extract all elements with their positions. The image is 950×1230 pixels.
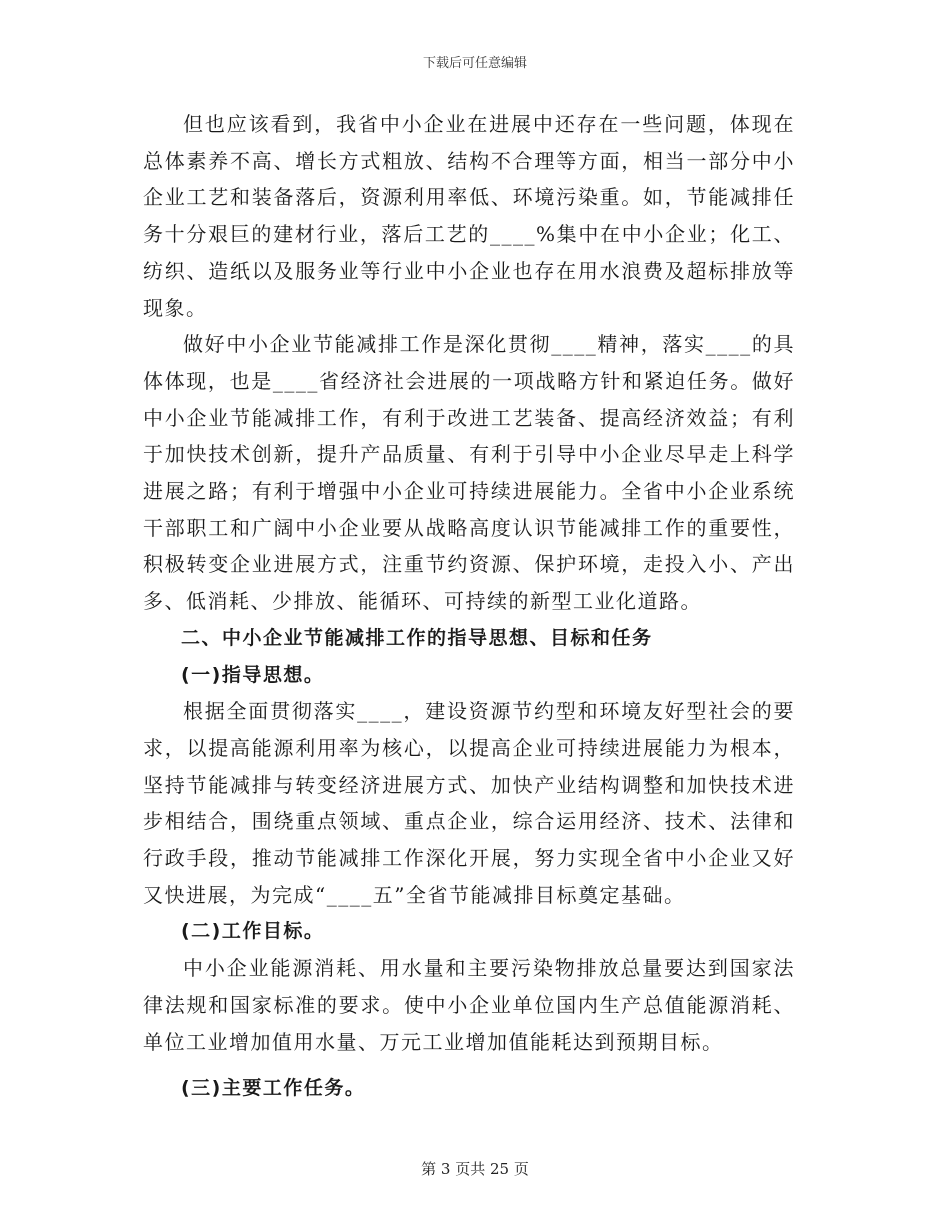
document-body bbox=[143, 106, 795, 1107]
paragraph-guiding-idea: 根据全面贯彻落实____，建设资源节约型和环境友好型社会的要求，以提高能源利用率为核心，以提高企业可持续进展能力为根本，坚持节能减排与转变经济进展方式、加快产业结构调整和加快技术进步相结合，围绕重点领域、重点企业，综合运用经济、技术、法律和行政手段，推动节能减排工作深化开展，努力实现全省中小企业又好又快进展，为完成“____五”全省节能减排目标奠定基础。 bbox=[143, 699, 795, 907]
page-header: 下载后可任意编辑 bbox=[422, 56, 527, 71]
subsection-heading-guiding-idea: (一)指导思想。 bbox=[181, 663, 325, 686]
paragraph-significance: 做好中小企业节能减排工作是深化贯彻____精神，落实____的具体体现，也是____省经济社会进展的一项战略方针和紧迫任务。做好中小企业节能减排工作，有利于改进工艺装备、提高经济效益；有利于加快技术创新，提升产品质量、有利于引导中小企业尽早走上科学进展之路；有利于增强中小企业可持续进展能力。全省中小企业系统干部职工和广阔中小企业要从战略高度认识节能减排工作的重要性，积极转变企业进展方式，注重节约资源、保护环境，走投入小、产出多、低消耗、少排放、能循环、可持续的新型工业化道路。 bbox=[143, 332, 795, 614]
subsection-heading-tasks: (三)主要工作任务。 bbox=[181, 1077, 366, 1100]
subsection-heading-goals: (二)工作目标。 bbox=[181, 920, 325, 943]
paragraph-goals: 中小企业能源消耗、用水量和主要污染物排放总量要达到国家法律法规和国家标准的要求。使中小企业单位国内生产总值能源消耗、单位工业增加值用水量、万元工业增加值能耗达到预期目标。 bbox=[143, 956, 795, 1054]
section-heading: 二、中小企业节能减排工作的指导思想、目标和任务 bbox=[181, 626, 653, 649]
page-number: 第 3 页共 25 页 bbox=[421, 1160, 529, 1178]
paragraph-problems: 但也应该看到，我省中小企业在进展中还存在一些问题，体现在总体素养不高、增长方式粗放、结构不合理等方面，相当一部分中小企业工艺和装备落后，资源利用率低、环境污染重。如，节能减排任务十分艰巨的建材行业，落后工艺的____%集中在中小企业；化工、纺织、造纸以及服务业等行业中小企业也存在用水浪费及超标排放等现象。 bbox=[143, 112, 795, 320]
